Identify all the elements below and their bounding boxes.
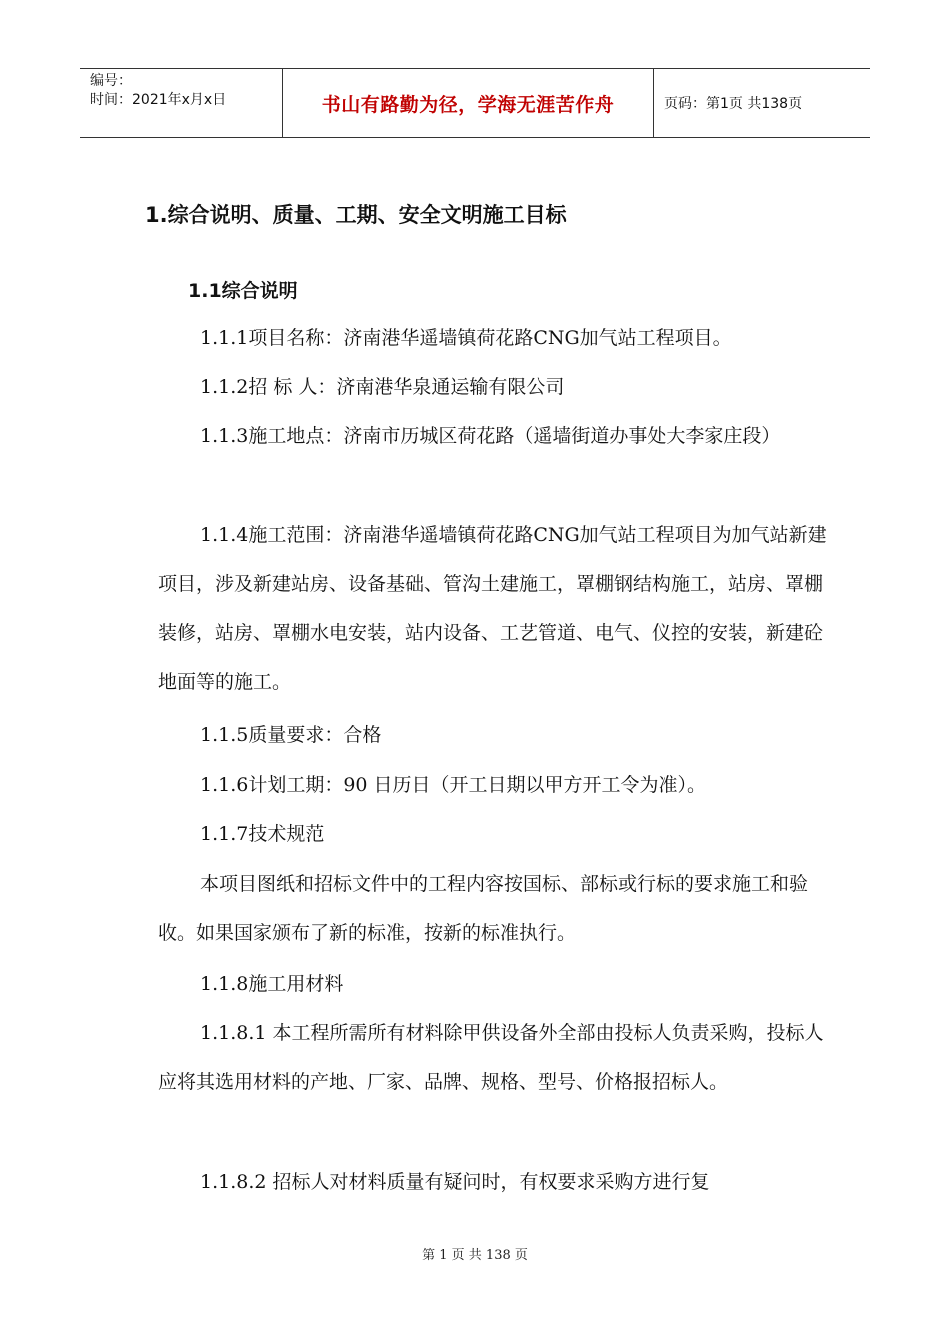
paragraph-scope: 1.1.4施工范围：济南港华遥墙镇荷花路CNG加气站工程项目为加气站新建项目，涉及新建站房、设备基础、管沟土建施工，罩棚钢结构施工，站房、罩棚装修，站房、罩棚水电安装，站内设备、工艺管道、电气、仪控的安装，新建砼地面等的施工。 [158, 524, 827, 693]
paragraph-project-name: 1.1.1项目名称：济南港华遥墙镇荷花路CNG加气站工程项目。 [200, 327, 732, 349]
page-footer: 第 1 页 共 138 页 [422, 1248, 528, 1263]
header-table [80, 68, 870, 138]
paragraph-materials-1: 1.1.8.1 本工程所需所有材料除甲供设备外全部由投标人负责采购，投标人应将其选用材料的产地、厂家、品牌、规格、型号、价格报招标人。 [158, 1022, 824, 1093]
paragraph-materials-title: 1.1.8施工用材料 [200, 973, 344, 995]
motto: 书山有路勤为径，学海无涯苦作舟 [321, 93, 615, 116]
paragraph-duration: 1.1.6计划工期：90 日历日（开工日期以甲方开工令为准）。 [200, 774, 707, 796]
paragraph-tenderer: 1.1.2招 标 人：济南港华泉通运输有限公司 [200, 376, 565, 398]
paragraph-materials-2: 1.1.8.2 招标人对材料质量有疑问时，有权要求采购方进行复 [200, 1171, 710, 1193]
header-page-cell [654, 69, 870, 137]
paragraph-site: 1.1.3施工地点：济南市历城区荷花路（遥墙街道办事处大李家庄段） [200, 425, 781, 447]
section-heading: 1.综合说明、质量、工期、安全文明施工目标 [145, 203, 567, 227]
header-motto-cell [282, 69, 654, 137]
time-label: 时间：2021年x月x日 [90, 92, 227, 108]
paragraph-quality: 1.1.5质量要求：合格 [200, 724, 382, 746]
page-info: 页码：第1页 共138页 [664, 96, 803, 112]
paragraph-tech-spec-title: 1.1.7技术规范 [200, 823, 325, 845]
number-label: 编号： [90, 73, 132, 89]
subsection-heading: 1.1综合说明 [188, 280, 298, 302]
paragraph-tech-spec: 本项目图纸和招标文件中的工程内容按国标、部标或行标的要求施工和验收。如果国家颁布了新的标准，按新的标准执行。 [158, 873, 809, 944]
header-left-cell [80, 69, 282, 137]
